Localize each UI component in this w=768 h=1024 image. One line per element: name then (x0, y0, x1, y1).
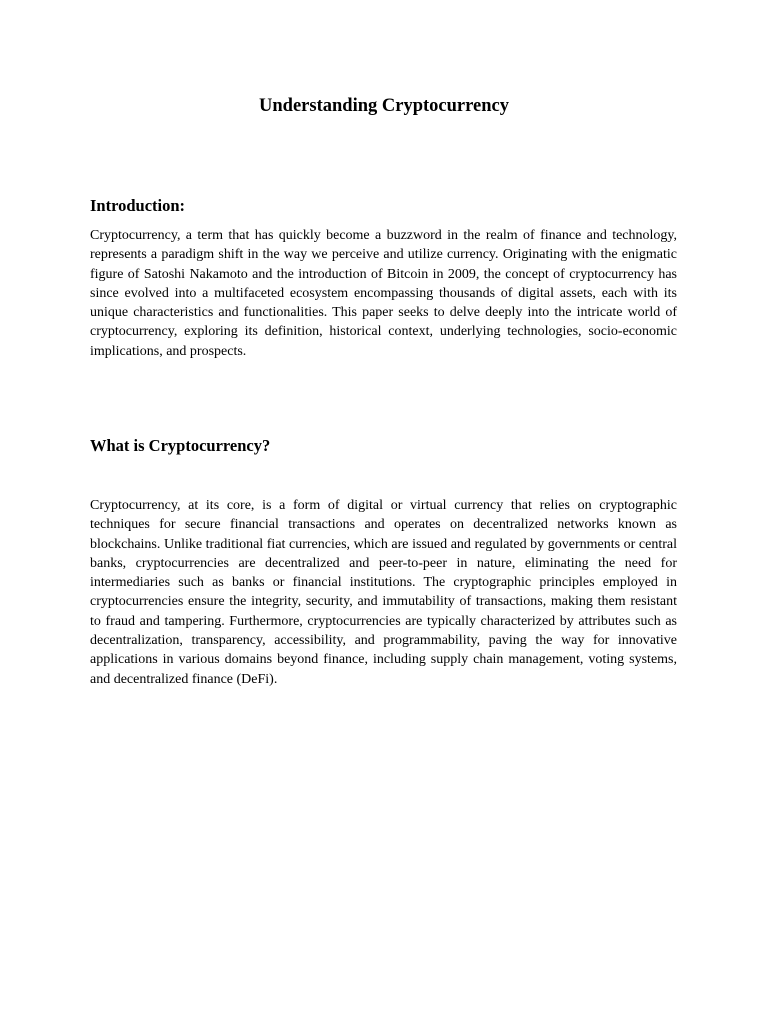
section-paragraph-introduction: Cryptocurrency, a term that has quickly become a buzzword in the realm of finance and technology, represents a paradigm shift in the way we perceive and utilize currency. Originating with the enigmatic figure of Satoshi Nakamoto and the introduction of Bitcoin in 2009, the concept of cryptocurrency has since evolved into a multifaceted ecosystem encompassing thousands of digital assets, each with its unique characteristics and functionalities. This paper seeks to delve deeply into the intricate world of cryptocurrency, exploring its definition, historical context, underlying technologies, socio-economic implications, and prospects. (90, 228, 677, 359)
section-heading-what-is-cryptocurrency: What is Cryptocurrency? (90, 436, 271, 455)
section-heading-introduction: Introduction: (90, 196, 186, 215)
section-paragraph-what-is-cryptocurrency: Cryptocurrency, at its core, is a form of digital or virtual currency that relies on cryptographic techniques for secure financial transactions and operates on decentralized networks known as blockchains. Unlike traditional fiat currencies, which are issued and regulated by governments or central banks, cryptocurrencies are decentralized and peer-to-peer in nature, eliminating the need for intermediaries such as banks or financial institutions. The cryptographic principles employed in cryptocurrencies ensure the integrity, security, and immutability of transactions, making them resistant to fraud and tampering. Furthermore, cryptocurrencies are typically characterized by attributes such as decentralization, transparency, accessibility, and programmability, paving the way for innovative applications in various domains beyond finance, including supply chain management, voting systems, and decentralized finance (DeFi). (90, 498, 677, 687)
document-title: Understanding Cryptocurrency (259, 96, 509, 116)
